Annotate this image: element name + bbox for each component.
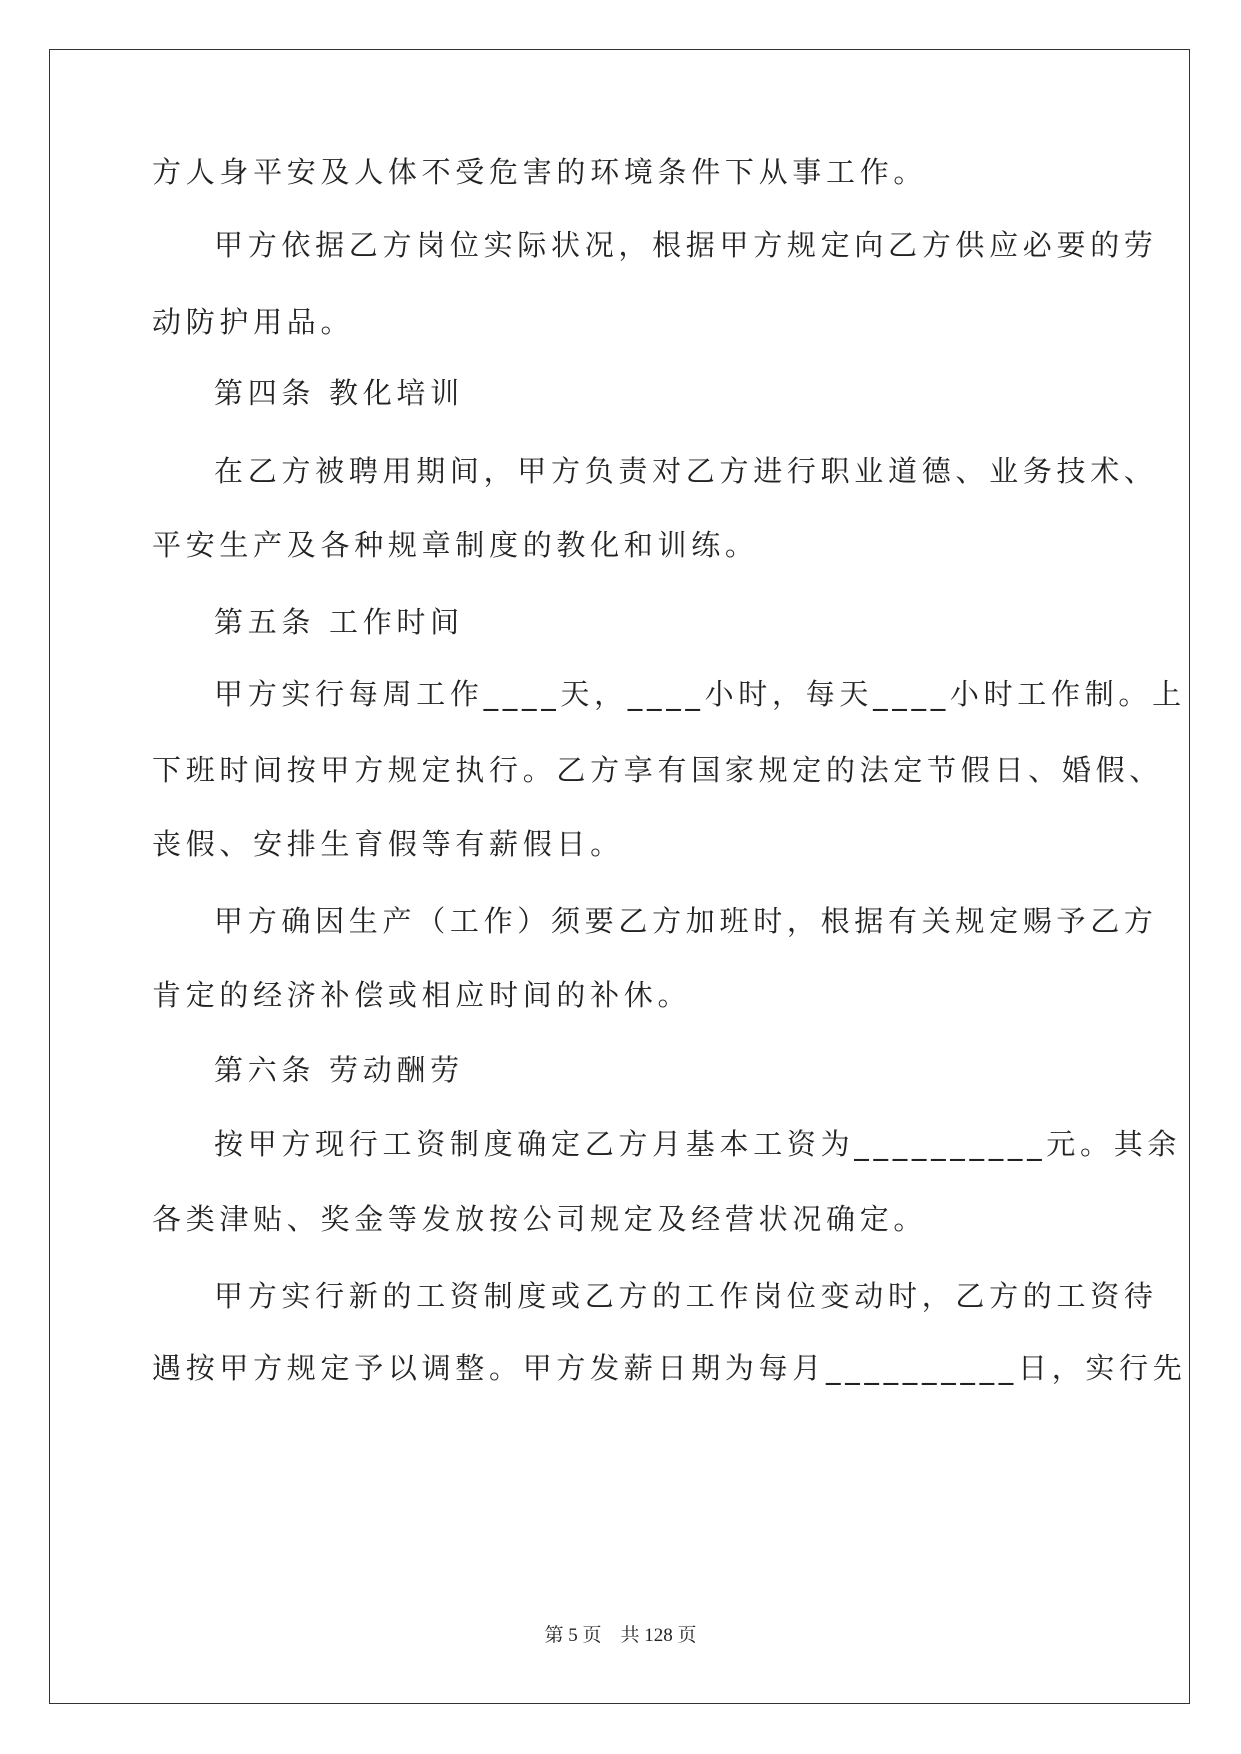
paragraph-line: 平安生产及各种规章制度的教化和训练。 <box>152 528 759 562</box>
section-heading: 第六条 劳动酬劳 <box>214 1053 464 1087</box>
paragraph-line: 动防护用品。 <box>152 305 355 339</box>
paragraph-line: 甲方实行新的工资制度或乙方的工作岗位变动时，乙方的工资待 <box>214 1279 1158 1313</box>
paragraph-line: 肯定的经济补偿或相应时间的补休。 <box>152 978 692 1012</box>
paragraph-line: 按甲方现行工资制度确定乙方月基本工资为__________元。其余 <box>214 1127 1182 1161</box>
paragraph-line: 甲方实行每周工作____天，____小时，每天____小时工作制。上 <box>214 677 1186 711</box>
paragraph-line: 丧假、安排生育假等有薪假日。 <box>152 827 624 861</box>
paragraph-line: 甲方依据乙方岗位实际状况，根据甲方规定向乙方供应必要的劳 <box>214 228 1158 262</box>
paragraph-line: 方人身平安及人体不受危害的环境条件下从事工作。 <box>152 155 928 189</box>
page-border <box>49 49 1190 1704</box>
paragraph-line: 下班时间按甲方规定执行。乙方享有国家规定的法定节假日、婚假、 <box>152 753 1164 787</box>
page-number-footer: 第 5 页 共 128 页 <box>544 1625 697 1646</box>
section-heading: 第四条 教化培训 <box>214 376 464 410</box>
paragraph-line: 遇按甲方规定予以调整。甲方发薪日期为每月__________日，实行先 <box>152 1351 1187 1385</box>
section-heading: 第五条 工作时间 <box>214 605 464 639</box>
paragraph-line: 甲方确因生产（工作）须要乙方加班时，根据有关规定赐予乙方 <box>214 904 1158 938</box>
paragraph-line: 在乙方被聘用期间，甲方负责对乙方进行职业道德、业务技术、 <box>214 454 1158 488</box>
paragraph-line: 各类津贴、奖金等发放按公司规定及经营状况确定。 <box>152 1202 928 1236</box>
